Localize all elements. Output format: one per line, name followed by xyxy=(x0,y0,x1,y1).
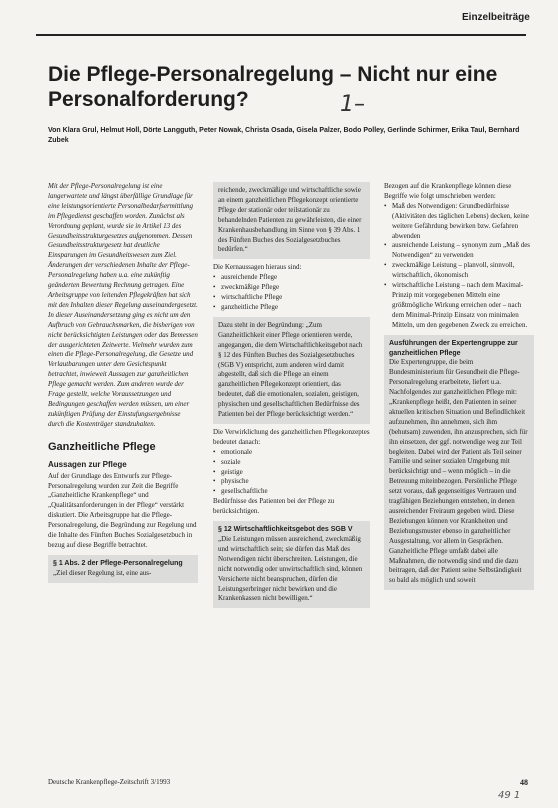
justification-box xyxy=(213,317,370,424)
column-2 xyxy=(213,182,370,608)
intro-paragraph: Mit der Pflege-Personalregelung ist eine langerwartete und längst überfällige Grundlage für eine leistungsorientierte Personalbedarfsermittlung im Pflegedienst geschaffen worden. Zunächst als Verordnung geplant, wurde sie in Artikel 13 des Gesundheitsstrukturgesetzes aufgenommen. Dessen Gesundheitsstrukturgesetz hat deutliche Einsparungen im Gesundheitswesen zum Ziel. Änderungen der verschiedenen Inhalte der Pflege-Personalregelung haben u.a. eine zukünftig geänderten Bewertung Rechnung getragen. Eine Arbeitsgruppe von leitenden Pflegekräften hat sich mit den Inhalten dieser Regelung auseinandergesetzt. In dieser Auseinandersetzung ging es nicht um den Aufbruch von Gebrauchsmarken, die bisherigen von nicht berücksichtigten Leistungen oder das Bemessen der ausgerichteten Zeitwerte. Vielmehr wurden zum einen die Pflege-Personalregelung, die Gesetze und Verlautbarungen unter dem Gesichtspunkt betrachtet, inwieweit Aussagen zur ganzheitlichen Pflege gemacht werden. Zum anderen wurde der Frage gestellt, welche Voraussetzungen und Bedingungen geschaffen werden müssen, um einer zukünftigen Prüfung der Einstufungsergebnisse durch die Kostenträger standzuhalten. xyxy=(48,182,198,428)
header-rule xyxy=(36,34,526,36)
quote-box-text: „Ziel dieser Regelung ist, eine aus- xyxy=(53,568,152,577)
quote-box-heading: § 1 Abs. 2 der Pflege-Personalregelung xyxy=(53,559,183,567)
list-item: • physische xyxy=(213,477,370,487)
body-paragraph: Bezogen auf die Krankenpflege können diese Begriffe wie folgt umschrieben werden: xyxy=(384,182,512,200)
list-item: • zweckmäßige Pflege xyxy=(213,283,370,293)
justification-text: Dazu steht in der Begründung: „Zum Ganzheitlichkeit einer Pflege orientieren werde, angegangen, die dem Wirtschaftlichkeitsgebot nach § 12 des Fünften Buches des Sozialgesetzbuches (SGB V) entspricht, zum anderen wird damit abgestellt, daß sich die Pflege an einem ganzheitlichen Pflegekonzept orientiert, das bedeutet, daß die emotionalen, sozialen, geistigen, physischen und gesellschaftlichen Bedürfnisse des Patienten bei der Pflege berücksichtigt werden.“ xyxy=(218,320,363,419)
key-statements-list xyxy=(213,273,370,313)
list-intro: Die Kernaussagen hieraus sind: xyxy=(213,263,302,272)
section-label: Einzelbeiträge xyxy=(462,12,530,23)
page-number: 48 xyxy=(520,778,528,787)
list-item: • ausreichende Leistung – synonym zum „Maß des Notwendigen“ zu verwenden xyxy=(384,241,534,261)
law-box-heading: § 12 Wirtschaftlichkeitsgebot des SGB V xyxy=(218,526,353,534)
list-item: • wirtschaftliche Leistung – nach dem Maximal-Prinzip mit vorgegebenen Mitteln eine größtmögliche Wirkung erreichen oder – nach dem Minimal-Prinzip Einsatz von minimalen Mitteln, um den gegebenen Zweck zu erreichen. xyxy=(384,281,534,331)
expert-box-heading: Ausführungen der Expertengruppe zur ganzheitlichen Pflege xyxy=(389,339,518,357)
title-line-2: Personalforderung? xyxy=(48,88,249,111)
body-paragraph: Die Verwirklichung des ganzheitlichen Pflegekonzeptes bedeutet danach: xyxy=(213,427,370,446)
list-item: • gesellschaftliche xyxy=(213,487,370,497)
list-item: • Maß des Notwendigen: Grundbedürfnisse (Aktivitäten des täglichen Lebens) decken, keine weitere Gefährdung bewirken bzw. Gefahren abwenden xyxy=(384,202,534,242)
footer-journal: Deutsche Krankenpflege-Zeitschrift 3/1993 xyxy=(48,778,171,786)
list-item: • emotionale xyxy=(213,448,370,458)
needs-list xyxy=(213,448,370,498)
quote-box xyxy=(48,555,198,583)
expert-box xyxy=(384,335,534,591)
list-item: • soziale xyxy=(213,458,370,468)
article-title xyxy=(48,62,528,112)
list-item: • geistige xyxy=(213,468,370,478)
body-paragraph: Auf der Grundlage des Entwurfs zur Pflege-Personalregelung wurden zur Zeit die Begriffe „Ganzheitliche Krankenpflege“ und „Qualitätsanforderungen in der Pflege“ verstärkt diskutiert. Die Arbeitsgruppe hat die Pflege-Personalregelung, die Begründung zur Regelung und die Inhalte des Fünften Buches Sozialgesetzbuch in bezug auf diese Begriffe betrachtet. xyxy=(48,471,197,549)
definitions-list xyxy=(384,202,534,331)
quote-box-continued xyxy=(213,182,370,259)
section-heading: Ganzheitliche Pflege xyxy=(48,440,156,453)
subsection-heading: Aussagen zur Pflege xyxy=(48,459,127,469)
column-1 xyxy=(48,182,198,583)
author-list: Von Klara Grul, Helmut Holl, Dörte Langguth, Peter Nowak, Christa Osada, Gisela Palzer, Bodo Polley, Gerlinde Schirmer, Erika Taul, Bernhard Zubek xyxy=(48,127,520,144)
expert-box-text: Die Expertengruppe, die beim Bundesministerium für Gesundheit die Pflege-Personalregelung erarbeitete, liefert u.a. Nachfolgendes zur ganzheitlichen Pflege mit: „Krankenpflege heißt, den Patienten in seiner aktuellen kritischen Situation und Befindlichkeit aufzunehmen, ihn annehmen, sich ihm (behutsam) zuwenden, ihn anzusprechen, sich für ihn einsetzen, der ggf. notwendige weg zur Teil begleiten. Dabei wird der Patient als Teil seiner Familie und seiner sozialen Umgebung mit berücksichtigt und – wenn möglich – in die Betreuung miteinbezogen. Persönliche Pflege setzt voraus, daß gegenseitiges Vertrauen und tragfähigen Beziehungen entstehen, in denen ausreichender Freiraum gegeben wird. Diese Beziehungen können vor Krankheiten und Beziehungsmuster ebenso in ganzheitlicher Ausgestaltung, vor allem in Gesprächen. Ganzheitliche Pflege umfaßt dabei alle Maßnahmen, die notwendig sind und die dazu beitragen, daß der Patient seine Selbständigkeit so bald als möglich und soweit xyxy=(389,358,528,585)
quote-box-continued-text: reichende, zweckmäßige und wirtschaftliche sowie an einem ganzheitlichen Pflegekonzept orientierte Pflege der stationär oder teilstationär zu behandelnden Patienten zu gewährleisten, die einer Krankenhausbehandlung im Sinne von § 39 Abs. 1 des Fünften Buches des Sozialgesetzbuches bedürfen.“ xyxy=(218,186,362,254)
list-item: • zweckmäßige Leistung – planvoll, sinnvoll, wirtschaftlich, ökonomisch xyxy=(384,261,534,281)
column-3 xyxy=(384,182,534,590)
handwritten-mark: 1– xyxy=(340,92,365,117)
list-item: • ganzheitliche Pflege xyxy=(213,303,370,313)
handwritten-footer: 49 1 xyxy=(498,790,521,801)
law-box-text: „Die Leistungen müssen ausreichend, zweckmäßig und wirtschaftlich sein; sie dürfen das Maß des Notwendigen nicht überschreiten. Leistungen, die nicht notwendig oder unwirtschaftlich sind, können Versicherte nicht beanspruchen, dürfen die Leistungserbringer nicht bewirken und die Krankenkassen nicht bewilligen.“ xyxy=(218,535,363,603)
list-item: • ausreichende Pflege xyxy=(213,273,370,283)
title-line-1: Die Pflege-Personalregelung – Nicht nur eine xyxy=(48,63,498,86)
body-paragraph: Bedürfnisse des Patienten bei der Pflege zu berücksichtigen. xyxy=(213,497,335,516)
list-item: • wirtschaftliche Pflege xyxy=(213,293,370,303)
law-box xyxy=(213,521,370,608)
